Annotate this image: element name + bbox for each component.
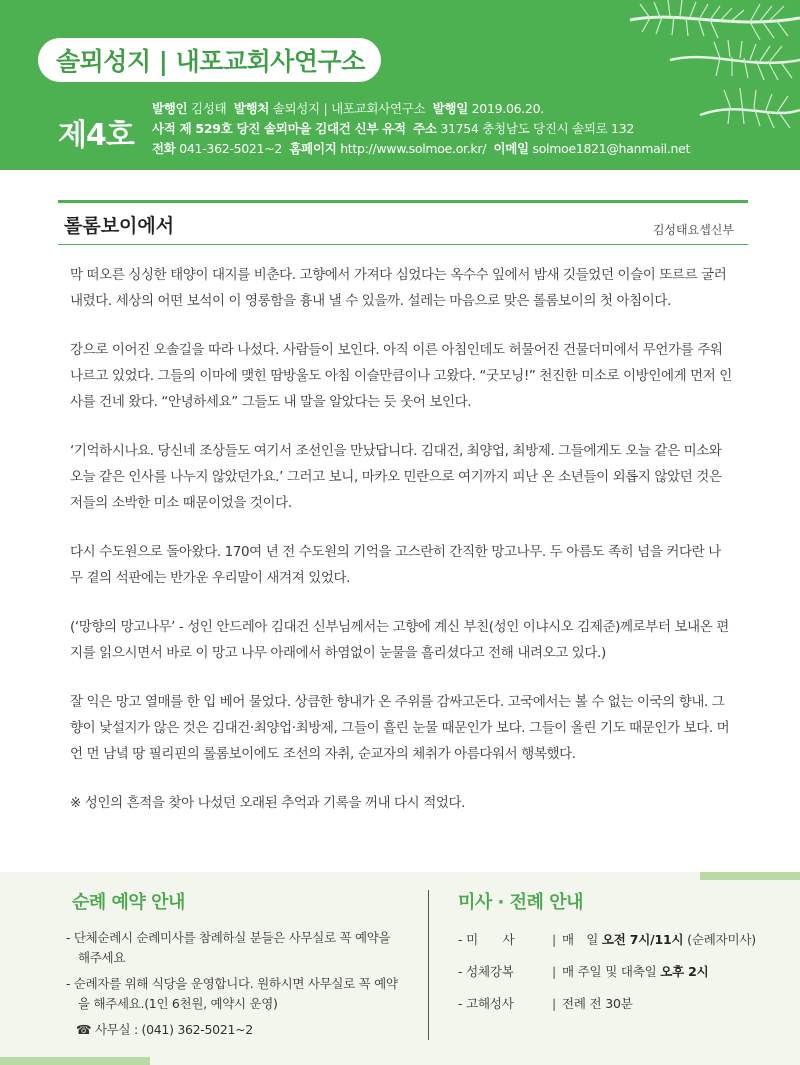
phone-icon: ☎ xyxy=(76,1022,92,1037)
article-paragraph: 잘 익은 망고 열매를 한 입 베어 물었다. 상큼한 향내가 온 주위를 감싸고돈다. 고국에서는 볼 수 없는 이국의 향내. 그 향이 낯설지가 않은 것은 김대건·최양업·최방제, 그들이 흘린 눈물 때문인가 보다. 그들이 올린 기도 때문인가 보다. 머언 먼 남녘 땅 필리핀의 롤롬보이에도 조선의 자취, 순교자의 체취가 아름다워서 행복했다. xyxy=(70,694,730,762)
article-note: ※ 성인의 흔적을 찾아 나섰던 오래된 추억과 기록을 꺼내 다시 적었다. xyxy=(70,795,466,811)
homepage-link[interactable]: http://www.solmoe.or.kr/ xyxy=(340,141,487,156)
footer-accent-bar-bottom xyxy=(0,1057,150,1065)
reservation-item: - 단체순례시 순례미사를 참례하실 분들은 사무실로 꼭 예약을 해주세요 xyxy=(66,930,391,965)
article-body xyxy=(70,262,732,839)
masthead xyxy=(0,0,800,170)
benediction-row: - 성체강복 | 매 주일 및 대축일 오후 2시 xyxy=(458,963,709,979)
publication-info xyxy=(152,99,690,159)
article-paragraph: (‘망향의 망고나무’ - 성인 안드레아 김대건 신부님께서는 고향에 계신 부친(성인 이냐시오 김제준)께로부터 보내온 편지를 읽으시면서 바로 이 망고 나무 아래에서 하염없이 눈물을 흘리셨다고 전해 내려오고 있다.) xyxy=(70,619,729,661)
footer-divider xyxy=(428,890,429,1040)
article-paragraph: ‘기억하시나요. 당신네 조상들도 여기서 조선인을 만났답니다. 김대건, 최양업, 최방제. 그들에게도 오늘 같은 미소와 오늘 같은 인사를 나누지 않았던가요.’ 그러고 보니, 마카오 민란으로 여기까지 피난 온 소년들이 외롭지 않았던 것은 저들의 소박한 미소 때문이었을 것이다. xyxy=(70,443,722,511)
reservation-heading: 순례 예약 안내 xyxy=(72,892,185,913)
footer-accent-bar-top xyxy=(700,872,800,880)
section-rule-top xyxy=(58,200,748,203)
article-paragraph: 막 떠오른 싱싱한 태양이 대지를 비춘다. 고향에서 가져다 심었다는 옥수수 잎에서 밤새 깃들었던 이슬이 또르르 굴러 내렸다. 세상의 어떤 보석이 이 영롱함을 흉내 낼 수 있을까. 설레는 마음으로 맞은 롤롬보이의 첫 아침이다. xyxy=(70,267,727,309)
publication-info-line-2: 사적 제 529호 당진 솔뫼마을 김대건 신부 유적 주소 31754 충청남도 당진시 솔뫼로 132 xyxy=(152,121,635,136)
masthead-title-badge xyxy=(38,38,381,82)
reservation-item: - 순례자를 위해 식당을 운영합니다. 원하시면 사무실로 꼭 예약을 해주세요.(1인 6천원, 예약시 운영) xyxy=(66,976,398,1011)
issue-number: 제4호 xyxy=(58,118,134,153)
mass-schedule xyxy=(458,928,756,1024)
mass-heading: 미사 · 전례 안내 xyxy=(458,892,583,913)
article-author: 김성태요셉신부 xyxy=(652,223,734,237)
publication-info-line-1: 발행인 김성태 발행처 솔뫼성지 | 내포교회사연구소 발행일 2019.06.20. xyxy=(152,101,544,116)
confession-row: - 고해성사 | 전례 전 30분 xyxy=(458,995,633,1011)
masthead-title: 솔뫼성지 | 내포교회사연구소 xyxy=(56,47,365,76)
article-paragraph: 다시 수도원으로 돌아왔다. 170여 년 전 수도원의 기억을 고스란히 간직한 망고나무. 두 아름도 족히 넘을 커다란 나무 곁의 석판에는 반가운 우리말이 새겨져 있었다. xyxy=(70,544,721,586)
reservation-phone: ☎ 사무실 : (041) 362-5021~2 xyxy=(76,1022,253,1037)
section-rule-bottom xyxy=(58,244,748,245)
article-paragraph: 강으로 이어진 오솔길을 따라 나섰다. 사람들이 보인다. 아직 이른 아침인데도 허물어진 건물더미에서 무언가를 주워 나르고 있었다. 그들의 이마에 맺힌 땀방울도 아침 이슬만큼이나 고왔다. “굿모닝!” 천진한 미소로 이방인에게 먼저 인사를 건네 왔다. “안녕하세요” 그들도 내 말을 알았다는 듯 웃어 보인다. xyxy=(70,342,732,410)
publication-info-line-3: 전화 041-362-5021~2 홈페이지 http://www.solmoe.or.kr/ 이메일 solmoe1821@hanmail.net xyxy=(152,141,691,156)
reservation-list xyxy=(66,928,401,1046)
email-link[interactable]: solmoe1821@hanmail.net xyxy=(532,141,691,156)
mass-row: - 미 사 | 매 일 오전 7시/11시 (순례자미사) xyxy=(458,931,756,947)
article-title: 롤롬보이에서 xyxy=(64,215,175,237)
